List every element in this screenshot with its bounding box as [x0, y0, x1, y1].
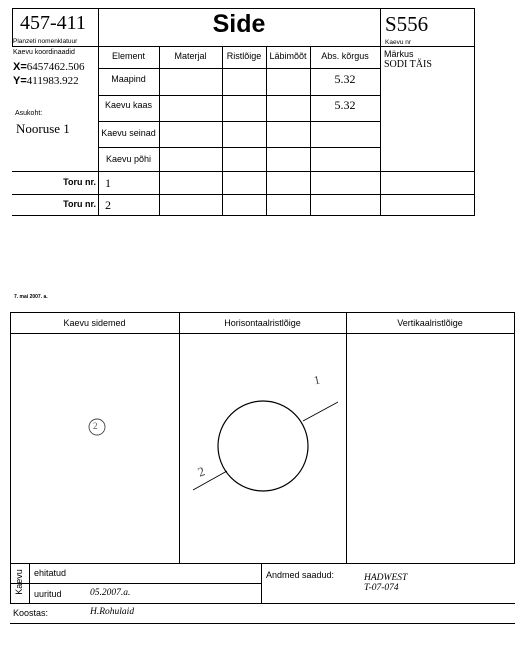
panel-title-connections: Kaevu sidemed [63, 318, 126, 328]
center-mark-label: 2 [93, 421, 98, 431]
pipe-mark-2: 2 [195, 463, 207, 480]
col-header-element: Element [111, 51, 146, 61]
pipe-mark-1: 1 [312, 372, 322, 388]
col-header-abs-height: Abs. kõrgus [321, 51, 369, 61]
row-abs-ground: 5.32 [334, 72, 356, 86]
location-value: Nooruse 1 [16, 121, 70, 136]
page-title: Side [212, 10, 266, 38]
well-number: S556 [385, 12, 429, 36]
data-from-label: Andmed saadud: [266, 570, 335, 580]
col-header-cross-section: Ristlõige [226, 51, 262, 61]
map-sheet-number: 457-411 [20, 12, 86, 34]
coords-label: Kaevu koordinaadid [13, 49, 75, 56]
panel-title-vertical-section: Vertikaalristlõige [397, 318, 463, 328]
pipe-number-1: 1 [105, 176, 111, 190]
location-label: Asukoht: [15, 110, 43, 117]
data-from-company: HADWEST [364, 573, 408, 583]
col-header-diameter: Läbimõõt [269, 51, 307, 61]
remarks-value: SODI TÄIS [384, 59, 432, 70]
date-note: 7. mai 2007. a. [14, 294, 48, 300]
pipe-label-1: Toru nr. [63, 177, 96, 187]
coord-x-label: X= [13, 61, 27, 73]
built-label: ehitatud [34, 568, 67, 578]
map-sheet-label: Planzeti nomenklatuur [13, 38, 78, 45]
compiled-value: H.Rohulaid [90, 607, 135, 617]
surveyed-label: uuritud [34, 589, 62, 599]
well-side-label: Kaevu [14, 569, 24, 595]
coord-y-value: 411983.922 [26, 75, 79, 87]
col-header-material: Materjal [174, 51, 207, 61]
well-cross-section-circle [218, 401, 308, 491]
coord-y-label: Y= [13, 75, 27, 87]
row-element-ground: Maapind [111, 74, 146, 84]
pipe-label-2: Toru nr. [63, 199, 96, 209]
row-element-bottom: Kaevu põhi [105, 154, 152, 164]
remarks-label: Märkus [384, 49, 414, 59]
pipe-number-2: 2 [105, 198, 111, 212]
pipe-line-1 [303, 402, 338, 421]
surveyed-value: 05.2007.a. [90, 588, 131, 598]
compiled-label: Koostas: [13, 608, 49, 618]
coord-x-value: 6457462.506 [26, 61, 85, 73]
data-from-code: T-07-074 [364, 583, 399, 593]
well-number-label: Kaevu nr [385, 39, 412, 46]
row-abs-lid: 5.32 [334, 98, 356, 112]
panel-title-horizontal-section: Horisontaalristlõige [224, 318, 301, 328]
row-element-walls: Kaevu seinad [101, 128, 156, 138]
row-element-lid: Kaevu kaas [104, 100, 153, 110]
